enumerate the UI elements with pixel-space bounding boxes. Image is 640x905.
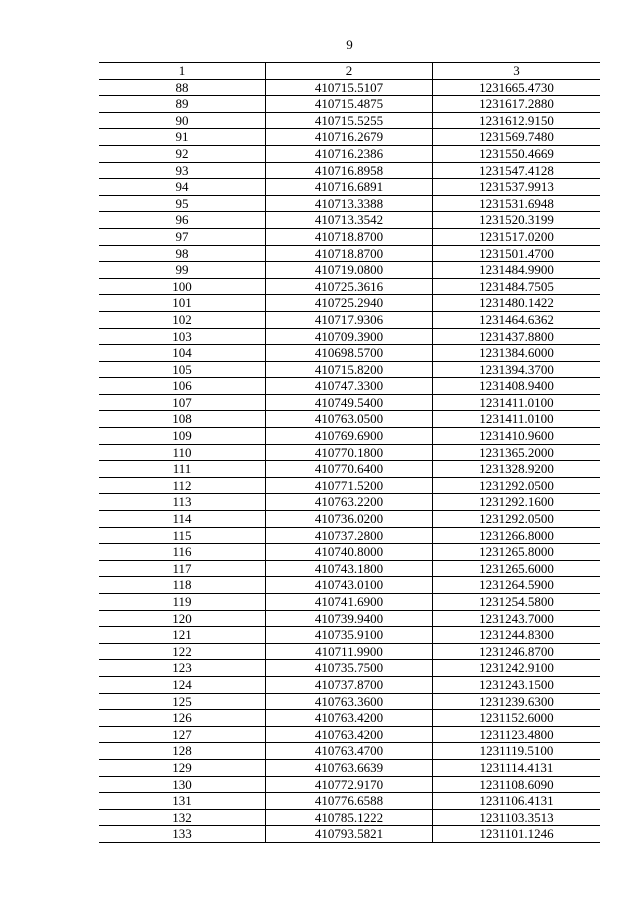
y-coordinate-cell: 1231243.7000 bbox=[479, 610, 554, 626]
y-coordinate-cell: 1231119.5100 bbox=[479, 743, 554, 759]
point-number-cell: 123 bbox=[99, 660, 266, 676]
y-coordinate-cell: 1231264.5900 bbox=[479, 577, 554, 593]
table-row bbox=[99, 494, 600, 511]
point-number-cell: 124 bbox=[99, 677, 266, 693]
table-row bbox=[99, 627, 600, 644]
point-number-cell: 108 bbox=[99, 411, 266, 427]
x-coordinate-cell: 410715.4875 bbox=[266, 96, 433, 112]
y-coordinate-cell: 1231547.4128 bbox=[479, 162, 554, 178]
table-row bbox=[99, 544, 600, 561]
point-number-cell: 128 bbox=[99, 743, 266, 759]
table-body bbox=[99, 80, 600, 843]
x-coordinate-cell: 410763.4200 bbox=[266, 710, 433, 726]
table-row bbox=[99, 727, 600, 744]
table-row bbox=[99, 96, 600, 113]
table-row bbox=[99, 760, 600, 777]
table-row bbox=[99, 378, 600, 395]
column-header-3: 3 bbox=[513, 63, 520, 78]
y-coordinate-cell: 1231292.0500 bbox=[479, 477, 554, 493]
point-number-cell: 93 bbox=[99, 163, 266, 179]
x-coordinate-cell: 410715.5107 bbox=[266, 80, 433, 96]
x-coordinate-cell: 410770.6400 bbox=[266, 461, 433, 477]
x-coordinate-cell: 410737.8700 bbox=[266, 677, 433, 693]
x-coordinate-cell: 410763.4700 bbox=[266, 743, 433, 759]
x-coordinate-cell: 410770.1800 bbox=[266, 445, 433, 461]
point-number-cell: 116 bbox=[99, 544, 266, 560]
table-row bbox=[99, 262, 600, 279]
y-coordinate-cell: 1231612.9150 bbox=[479, 112, 554, 128]
point-number-cell: 106 bbox=[99, 378, 266, 394]
y-coordinate-cell: 1231484.7505 bbox=[479, 278, 554, 294]
point-number-cell: 133 bbox=[99, 826, 266, 842]
y-coordinate-cell: 1231239.6300 bbox=[479, 693, 554, 709]
x-coordinate-cell: 410771.5200 bbox=[266, 478, 433, 494]
point-number-cell: 120 bbox=[99, 611, 266, 627]
point-number-cell: 99 bbox=[99, 262, 266, 278]
y-coordinate-cell: 1231114.4131 bbox=[479, 759, 554, 775]
table-row bbox=[99, 710, 600, 727]
x-coordinate-cell: 410713.3388 bbox=[266, 196, 433, 212]
x-coordinate-cell: 410743.1800 bbox=[266, 561, 433, 577]
y-coordinate-cell: 1231617.2880 bbox=[479, 96, 554, 112]
x-coordinate-cell: 410718.8700 bbox=[266, 246, 433, 262]
y-coordinate-cell: 1231411.0100 bbox=[479, 411, 554, 427]
point-number-cell: 127 bbox=[99, 727, 266, 743]
x-coordinate-cell: 410717.9306 bbox=[266, 312, 433, 328]
y-coordinate-cell: 1231501.4700 bbox=[479, 245, 554, 261]
point-number-cell: 130 bbox=[99, 777, 266, 793]
table-row bbox=[99, 528, 600, 545]
x-coordinate-cell: 410737.2800 bbox=[266, 528, 433, 544]
point-number-cell: 95 bbox=[99, 196, 266, 212]
point-number-cell: 91 bbox=[99, 129, 266, 145]
table-row bbox=[99, 677, 600, 694]
x-coordinate-cell: 410716.2386 bbox=[266, 146, 433, 162]
table-row bbox=[99, 660, 600, 677]
y-coordinate-cell: 1231103.3513 bbox=[479, 809, 554, 825]
y-coordinate-cell: 1231242.9100 bbox=[479, 660, 554, 676]
point-number-cell: 104 bbox=[99, 345, 266, 361]
table-header-row bbox=[99, 63, 600, 80]
x-coordinate-cell: 410725.2940 bbox=[266, 295, 433, 311]
point-number-cell: 107 bbox=[99, 395, 266, 411]
y-coordinate-cell: 1231265.6000 bbox=[479, 560, 554, 576]
point-number-cell: 122 bbox=[99, 644, 266, 660]
coordinates-table bbox=[99, 62, 600, 843]
point-number-cell: 115 bbox=[99, 528, 266, 544]
y-coordinate-cell: 1231254.5800 bbox=[479, 594, 554, 609]
table-row bbox=[99, 511, 600, 528]
y-coordinate-cell: 1231152.6000 bbox=[479, 710, 554, 726]
y-coordinate-cell: 1231480.1422 bbox=[479, 295, 554, 311]
table-row bbox=[99, 777, 600, 794]
y-coordinate-cell: 1231244.8300 bbox=[479, 627, 554, 643]
y-coordinate-cell: 1231106.4131 bbox=[479, 793, 554, 809]
x-coordinate-cell: 410698.5700 bbox=[266, 345, 433, 361]
x-coordinate-cell: 410715.8200 bbox=[266, 362, 433, 378]
x-coordinate-cell: 410763.2200 bbox=[266, 494, 433, 510]
x-coordinate-cell: 410763.6639 bbox=[266, 760, 433, 776]
y-coordinate-cell: 1231531.6948 bbox=[479, 195, 554, 211]
y-coordinate-cell: 1231537.9913 bbox=[479, 179, 554, 195]
y-coordinate-cell: 1231292.1600 bbox=[479, 494, 554, 510]
point-number-cell: 105 bbox=[99, 362, 266, 378]
y-coordinate-cell: 1231328.9200 bbox=[479, 461, 554, 477]
point-number-cell: 131 bbox=[99, 793, 266, 809]
y-coordinate-cell: 1231550.4669 bbox=[479, 145, 554, 161]
point-number-cell: 102 bbox=[99, 312, 266, 328]
point-number-cell: 94 bbox=[99, 179, 266, 195]
table-row bbox=[99, 461, 600, 478]
y-coordinate-cell: 1231569.7480 bbox=[479, 129, 554, 145]
table-row bbox=[99, 577, 600, 594]
table-row bbox=[99, 229, 600, 246]
x-coordinate-cell: 410735.7500 bbox=[266, 660, 433, 676]
x-coordinate-cell: 410741.6900 bbox=[266, 594, 433, 610]
x-coordinate-cell: 410725.3616 bbox=[266, 279, 433, 295]
point-number-cell: 117 bbox=[99, 561, 266, 577]
table-row bbox=[99, 644, 600, 661]
x-coordinate-cell: 410719.0800 bbox=[266, 262, 433, 278]
point-number-cell: 109 bbox=[99, 428, 266, 444]
x-coordinate-cell: 410739.9400 bbox=[266, 611, 433, 627]
point-number-cell: 113 bbox=[99, 494, 266, 510]
table-row bbox=[99, 179, 600, 196]
x-coordinate-cell: 410716.6891 bbox=[266, 179, 433, 195]
x-coordinate-cell: 410793.5821 bbox=[266, 826, 433, 842]
point-number-cell: 98 bbox=[99, 246, 266, 262]
y-coordinate-cell: 1231394.3700 bbox=[479, 361, 554, 377]
table-row bbox=[99, 594, 600, 611]
column-header-1: 1 bbox=[99, 63, 266, 79]
table-row bbox=[99, 246, 600, 263]
y-coordinate-cell: 1231108.6090 bbox=[479, 776, 554, 792]
x-coordinate-cell: 410718.8700 bbox=[266, 229, 433, 245]
x-coordinate-cell: 410763.4200 bbox=[266, 727, 433, 743]
point-number-cell: 111 bbox=[99, 461, 266, 477]
point-number-cell: 92 bbox=[99, 146, 266, 162]
point-number-cell: 88 bbox=[99, 80, 266, 96]
table-row bbox=[99, 212, 600, 229]
x-coordinate-cell: 410769.6900 bbox=[266, 428, 433, 444]
y-coordinate-cell: 1231384.6000 bbox=[479, 345, 554, 361]
table-row bbox=[99, 146, 600, 163]
x-coordinate-cell: 410763.3600 bbox=[266, 694, 433, 710]
point-number-cell: 101 bbox=[99, 295, 266, 311]
x-coordinate-cell: 410772.9170 bbox=[266, 777, 433, 793]
point-number-cell: 119 bbox=[99, 594, 266, 610]
y-coordinate-cell: 1231517.0200 bbox=[479, 228, 554, 244]
x-coordinate-cell: 410763.0500 bbox=[266, 411, 433, 427]
y-coordinate-cell: 1231265.8000 bbox=[479, 544, 554, 560]
y-coordinate-cell: 1231243.1500 bbox=[479, 676, 554, 692]
y-coordinate-cell: 1231292.0500 bbox=[479, 511, 554, 527]
point-number-cell: 129 bbox=[99, 760, 266, 776]
x-coordinate-cell: 410713.3542 bbox=[266, 212, 433, 228]
table-row bbox=[99, 411, 600, 428]
table-row bbox=[99, 611, 600, 628]
y-coordinate-cell: 1231246.8700 bbox=[479, 643, 554, 659]
table-row bbox=[99, 129, 600, 146]
table-row bbox=[99, 362, 600, 379]
table-row bbox=[99, 478, 600, 495]
table-row bbox=[99, 345, 600, 362]
x-coordinate-cell: 410736.0200 bbox=[266, 511, 433, 527]
y-coordinate-cell: 1231408.9400 bbox=[479, 378, 554, 394]
table-row bbox=[99, 312, 600, 329]
point-number-cell: 96 bbox=[99, 212, 266, 228]
y-coordinate-cell: 1231123.4800 bbox=[479, 726, 554, 742]
point-number-cell: 118 bbox=[99, 577, 266, 593]
x-coordinate-cell: 410716.8958 bbox=[266, 163, 433, 179]
table-row bbox=[99, 80, 600, 97]
point-number-cell: 114 bbox=[99, 511, 266, 527]
point-number-cell: 90 bbox=[99, 113, 266, 129]
x-coordinate-cell: 410709.3900 bbox=[266, 329, 433, 345]
y-coordinate-cell: 1231266.8000 bbox=[479, 527, 554, 543]
y-coordinate-cell: 1231365.2000 bbox=[479, 444, 554, 460]
page-number: 9 bbox=[346, 37, 353, 52]
x-coordinate-cell: 410735.9100 bbox=[266, 627, 433, 643]
point-number-cell: 126 bbox=[99, 710, 266, 726]
x-coordinate-cell: 410716.2679 bbox=[266, 129, 433, 145]
table-row bbox=[99, 445, 600, 462]
table-row bbox=[99, 694, 600, 711]
x-coordinate-cell: 410776.6588 bbox=[266, 793, 433, 809]
point-number-cell: 132 bbox=[99, 810, 266, 826]
x-coordinate-cell: 410715.5255 bbox=[266, 113, 433, 129]
point-number-cell: 112 bbox=[99, 478, 266, 494]
table-row bbox=[99, 329, 600, 346]
table-row bbox=[99, 826, 600, 843]
table-row bbox=[99, 113, 600, 130]
table-row bbox=[99, 196, 600, 213]
y-coordinate-cell: 1231411.0100 bbox=[479, 394, 554, 410]
x-coordinate-cell: 410785.1222 bbox=[266, 810, 433, 826]
point-number-cell: 100 bbox=[99, 279, 266, 295]
y-coordinate-cell: 1231484.9900 bbox=[479, 262, 554, 278]
point-number-cell: 110 bbox=[99, 445, 266, 461]
y-coordinate-cell: 1231665.4730 bbox=[479, 79, 554, 95]
point-number-cell: 103 bbox=[99, 329, 266, 345]
point-number-cell: 125 bbox=[99, 694, 266, 710]
x-coordinate-cell: 410740.8000 bbox=[266, 544, 433, 560]
x-coordinate-cell: 410749.5400 bbox=[266, 395, 433, 411]
point-number-cell: 89 bbox=[99, 96, 266, 112]
table-row bbox=[99, 295, 600, 312]
table-row bbox=[99, 279, 600, 296]
point-number-cell: 97 bbox=[99, 229, 266, 245]
table-row bbox=[99, 428, 600, 445]
y-coordinate-cell: 1231410.9600 bbox=[479, 428, 554, 444]
x-coordinate-cell: 410743.0100 bbox=[266, 577, 433, 593]
y-coordinate-cell: 1231437.8800 bbox=[479, 328, 554, 344]
table-row bbox=[99, 163, 600, 180]
x-coordinate-cell: 410747.3300 bbox=[266, 378, 433, 394]
table-row bbox=[99, 793, 600, 810]
y-coordinate-cell: 1231520.3199 bbox=[479, 212, 554, 228]
y-coordinate-cell: 1231101.1246 bbox=[479, 826, 554, 842]
y-coordinate-cell: 1231464.6362 bbox=[479, 311, 554, 327]
point-number-cell: 121 bbox=[99, 627, 266, 643]
table-row bbox=[99, 743, 600, 760]
table-row bbox=[99, 810, 600, 827]
table-row bbox=[99, 561, 600, 578]
column-header-2: 2 bbox=[266, 63, 433, 79]
x-coordinate-cell: 410711.9900 bbox=[266, 644, 433, 660]
table-row bbox=[99, 395, 600, 412]
